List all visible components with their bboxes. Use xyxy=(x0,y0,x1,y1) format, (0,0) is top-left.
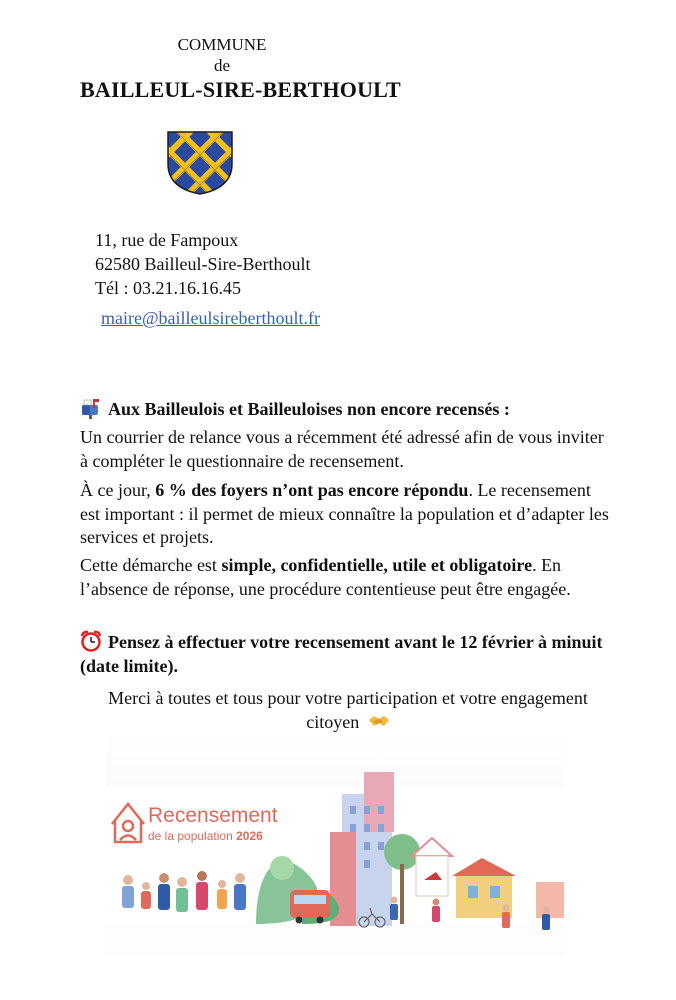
email-link[interactable]: maire@bailleulsireberthoult.fr xyxy=(101,308,320,328)
deadline-reminder xyxy=(80,630,610,678)
thanks-message xyxy=(80,686,616,734)
census-subtitle-text: de la population xyxy=(148,829,233,843)
commune-label: COMMUNE xyxy=(177,35,267,54)
para3-suffix: . En l’absence de réponse, une procédure contentieuse peut être engagée. xyxy=(80,555,571,599)
handshake-icon xyxy=(368,710,390,732)
para2-bold: 6 % des foyers n’ont pas encore répondu xyxy=(155,480,469,500)
phone-number: Tél : 03.21.16.16.45 xyxy=(95,278,241,298)
notice-heading xyxy=(80,397,610,422)
deadline-reminder-text: Pensez à effectuer votre recensement avant le 12 février à minuit (date limite). xyxy=(80,632,603,676)
address-street: 11, rue de Fampoux xyxy=(95,230,239,250)
notice-heading-text: Aux Bailleulois et Bailleuloises non encore recensés : xyxy=(108,399,510,419)
alarm-clock-icon xyxy=(80,630,102,652)
paragraph-response-rate xyxy=(80,479,610,550)
census-subtitle xyxy=(148,829,263,843)
para3-prefix: Cette démarche est xyxy=(80,555,222,575)
house-person-icon xyxy=(112,804,144,842)
address-city: 62580 Bailleul-Sire-Berthoult xyxy=(95,254,311,274)
para2-prefix: À ce jour, xyxy=(80,480,156,500)
census-year: 2026 xyxy=(236,829,263,843)
thanks-text: Merci à toutes et tous pour votre participation et votre engagement citoyen xyxy=(108,688,588,732)
mailbox-icon xyxy=(80,397,102,419)
census-banner xyxy=(106,732,564,958)
para2-suffix: . Le recensement est important : il permet de mieux connaître la population et d’adapter les services et projets. xyxy=(80,480,609,547)
para3-bold: simple, confidentielle, utile et obligatoire xyxy=(221,555,533,575)
paragraph-obligation xyxy=(80,554,610,601)
census-title: Recensement xyxy=(148,804,278,827)
coat-of-arms-icon xyxy=(166,130,234,196)
paragraph-reminder-letter: Un courrier de relance vous a récemment été adressé afin de vous inviter à compléter le questionnaire de recensement. xyxy=(80,427,604,471)
town-name: BAILLEUL-SIRE-BERTHOULT xyxy=(80,77,401,102)
census-illustration xyxy=(106,732,564,958)
commune-de-label: de xyxy=(213,56,231,75)
